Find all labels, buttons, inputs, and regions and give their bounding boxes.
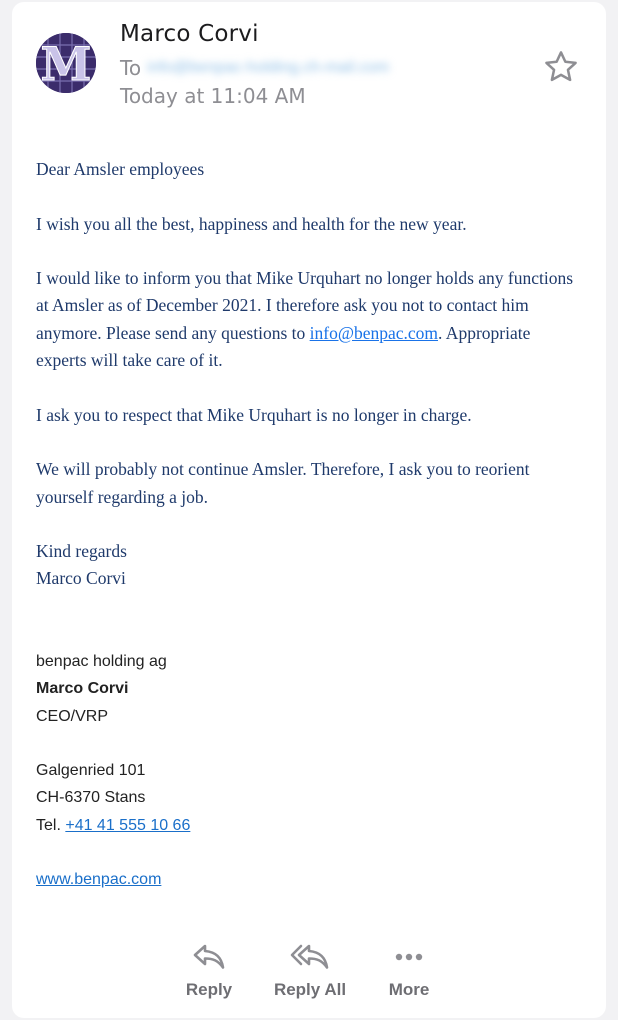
reply-all-button[interactable] <box>268 940 352 1000</box>
avatar[interactable] <box>36 33 96 93</box>
email-card <box>12 2 606 1018</box>
reply-label: Reply <box>185 980 233 999</box>
signature-street: Galgenried 101 <box>36 762 146 780</box>
paragraph-4: We will probably not continue Amsler. Therefore, I ask you to reorient yourself regarding a job. <box>36 459 530 507</box>
greeting: Dear Amsler employees <box>36 159 205 179</box>
reply-all-icon <box>290 940 330 974</box>
to-label: To <box>120 56 142 80</box>
tel-label: Tel. <box>36 816 66 834</box>
reply-icon <box>192 940 226 974</box>
sender-name[interactable]: Marco Corvi <box>120 21 259 47</box>
avatar-image <box>36 33 96 93</box>
paragraph-2-tail: . Appropriate experts will take care of it. <box>36 322 531 371</box>
avatar-letter: M <box>40 37 92 91</box>
signature-company: benpac holding ag <box>36 653 167 670</box>
recipient-row <box>120 54 389 82</box>
paragraph-1: I wish you all the best, happiness and health for the new year. <box>36 213 467 234</box>
action-bar <box>12 940 606 1010</box>
signature-name <box>36 675 582 702</box>
recipient-address[interactable]: info@benpac-holding.ch-mail.com <box>147 59 390 76</box>
signature-title: CEO/VRP <box>36 707 109 725</box>
signature-city: CH-6370 Stans <box>36 789 146 807</box>
more-icon <box>394 940 424 974</box>
paragraph-3: I ask you to respect that Mike Urquhart is no longer in charge. <box>36 404 472 425</box>
signature-name-text: Marco Corvi <box>36 680 129 698</box>
star-icon[interactable] <box>542 48 580 86</box>
more-label: More <box>388 980 430 999</box>
paragraph-2 <box>36 265 582 374</box>
signature-phone-row <box>36 812 582 839</box>
closing-name: Marco Corvi <box>36 568 126 589</box>
phone-link[interactable]: +41 41 555 10 66 <box>65 816 191 834</box>
website-link[interactable]: www.benpac.com <box>36 871 162 889</box>
timestamp: Today at 11:04 AM <box>120 84 306 108</box>
reply-all-label: Reply All <box>273 980 347 999</box>
more-button[interactable] <box>384 940 434 1000</box>
signature-website-row <box>36 866 582 893</box>
reply-button[interactable] <box>182 940 236 1000</box>
signature-spacer <box>36 730 582 757</box>
message-body <box>36 156 582 593</box>
closing: Kind regards <box>36 541 127 562</box>
signature-spacer-2 <box>36 839 582 866</box>
info-email-link[interactable]: info@benpac.com <box>309 322 439 343</box>
paragraph-2-text: I would like to inform you that Mike Urquhart no longer holds any functions at Amsler as of December 2021. I therefore ask you not to contact him anymore. Please send any questions to <box>36 268 574 343</box>
signature-block <box>36 648 582 894</box>
